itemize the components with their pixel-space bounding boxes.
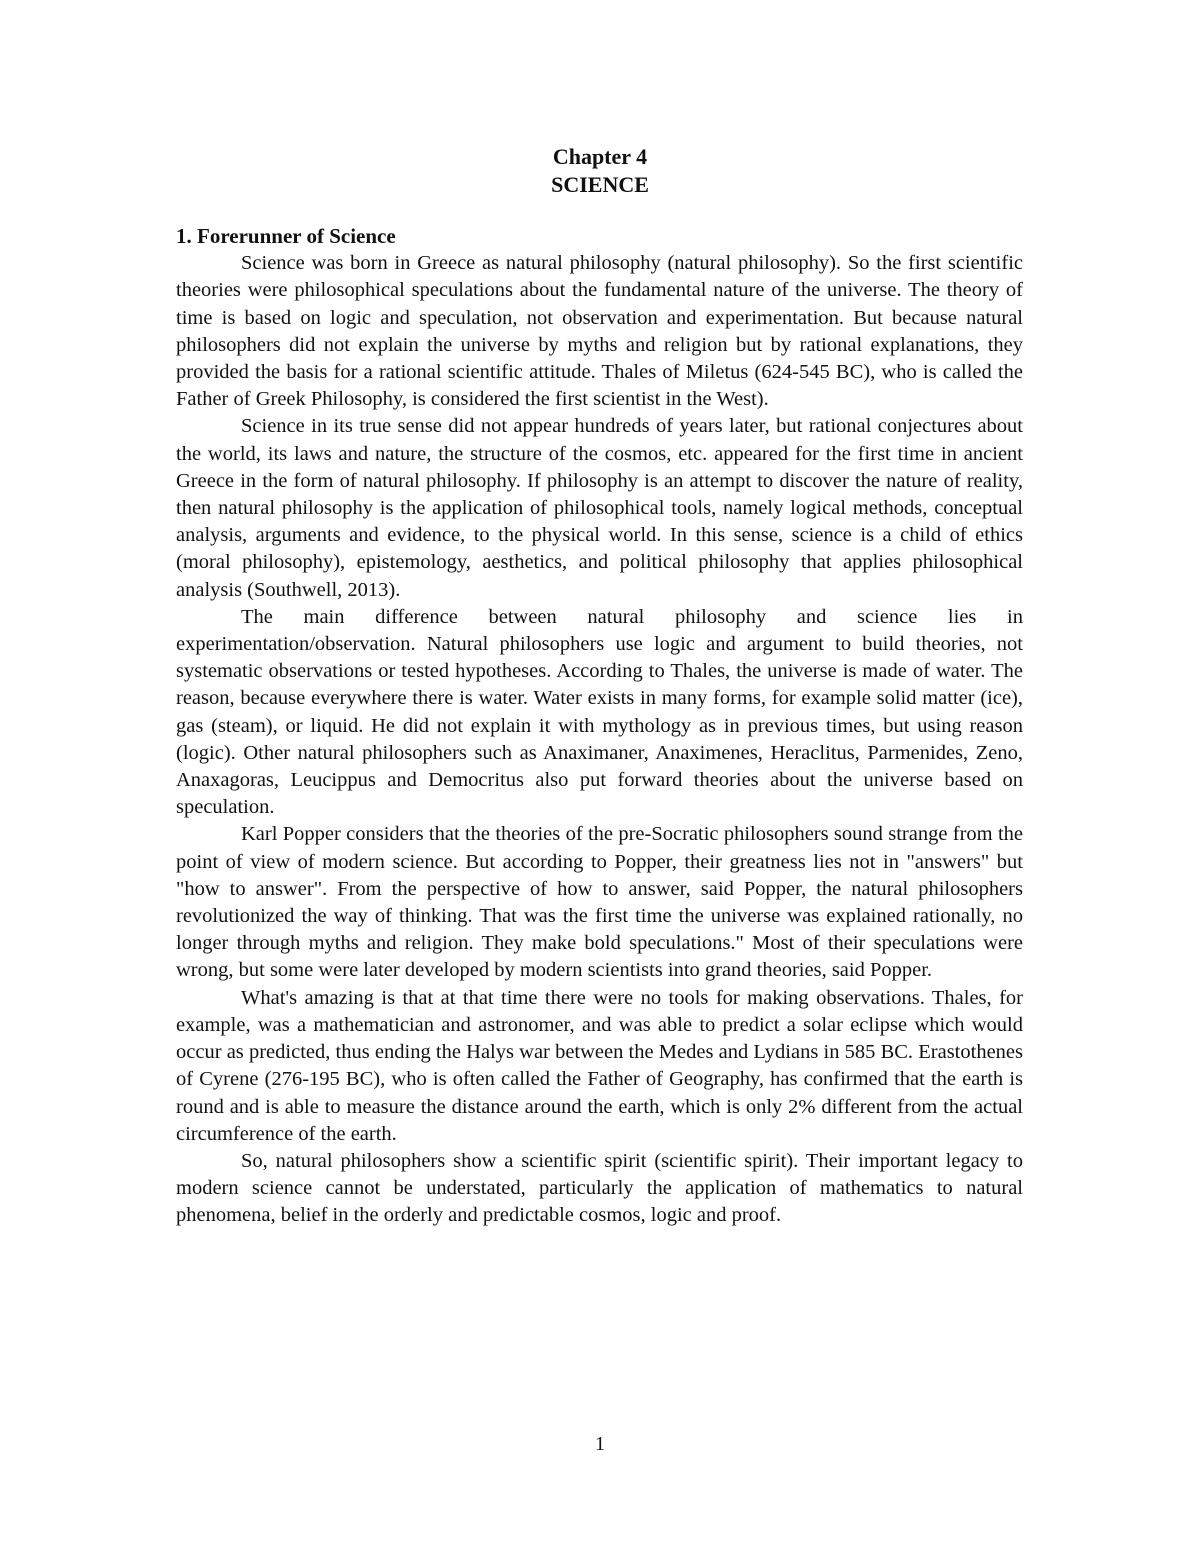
document-body <box>176 223 1023 1230</box>
paragraph-6: So, natural philosophers show a scientific spirit (scientific spirit). Their important legacy to modern science cannot be understated, particularly the application of mathematics to natural phenomena, belief in the orderly and predictable cosmos, logic and proof. <box>176 1149 1023 1227</box>
chapter-title: SCIENCE <box>551 172 649 197</box>
page-number: 1 <box>595 1433 605 1455</box>
chapter-number: Chapter 4 <box>552 144 648 169</box>
paragraph-3: The main difference between natural philosophy and science lies in experimentation/observation. Natural philosophers use logic and argument to build theories, not systematic observations or tested hypotheses. According to Thales, the universe is made of water. The reason, because everywhere there is water. Water exists in many forms, for example solid matter (ice), gas (steam), or liquid. He did not explain it with mythology as in previous times, but using reason (logic). Other natural philosophers such as Anaximaner, Anaximenes, Heraclitus, Parmenides, Zeno, Anaxagoras, Leucippus and Democritus also put forward theories about the universe based on speculation. <box>176 605 1023 819</box>
paragraph-5: What's amazing is that at that time there were no tools for making observations. Thales, for example, was a mathematician and astronomer, and was able to predict a solar eclipse which would occur as predicted, thus ending the Halys war between the Medes and Lydians in 585 BC. Erastothenes of Cyrene (276-195 BC), who is often called the Father of Geography, has confirmed that the earth is round and is able to measure the distance around the earth, which is only 2% different from the actual circumference of the earth. <box>176 986 1023 1145</box>
paragraph-1: Science was born in Greece as natural philosophy (natural philosophy). So the first scientific theories were philosophical speculations about the fundamental nature of the universe. The theory of time is based on logic and speculation, not observation and experimentation. But because natural philosophers did not explain the universe by myths and religion but by rational explanations, they provided the basis for a rational scientific attitude. Thales of Miletus (624-545 BC), who is called the Father of Greek Philosophy, is considered the first scientist in the West). <box>176 252 1023 411</box>
paragraph-4: Karl Popper considers that the theories of the pre-Socratic philosophers sound strange from the point of view of modern science. But according to Popper, their greatness lies not in "answers" but "how to answer". From the perspective of how to answer, said Popper, the natural philosophers revolutionized the way of thinking. That was the first time the universe was explained rationally, no longer through myths and religion. They make bold speculations." Most of their speculations were wrong, but some were later developed by modern scientists into grand theories, said Popper. <box>176 823 1023 982</box>
section-heading: 1. Forerunner of Science <box>176 224 396 248</box>
paragraph-2: Science in its true sense did not appear hundreds of years later, but rational conjectures about the world, its laws and nature, the structure of the cosmos, etc. appeared for the first time in ancient Greece in the form of natural philosophy. If philosophy is an attempt to discover the nature of reality, then natural philosophy is the application of philosophical tools, namely logical methods, conceptual analysis, arguments and evidence, to the physical world. In this sense, science is a child of ethics (moral philosophy), epistemology, aesthetics, and political philosophy that applies philosophical analysis (Southwell, 2013). <box>176 415 1023 601</box>
